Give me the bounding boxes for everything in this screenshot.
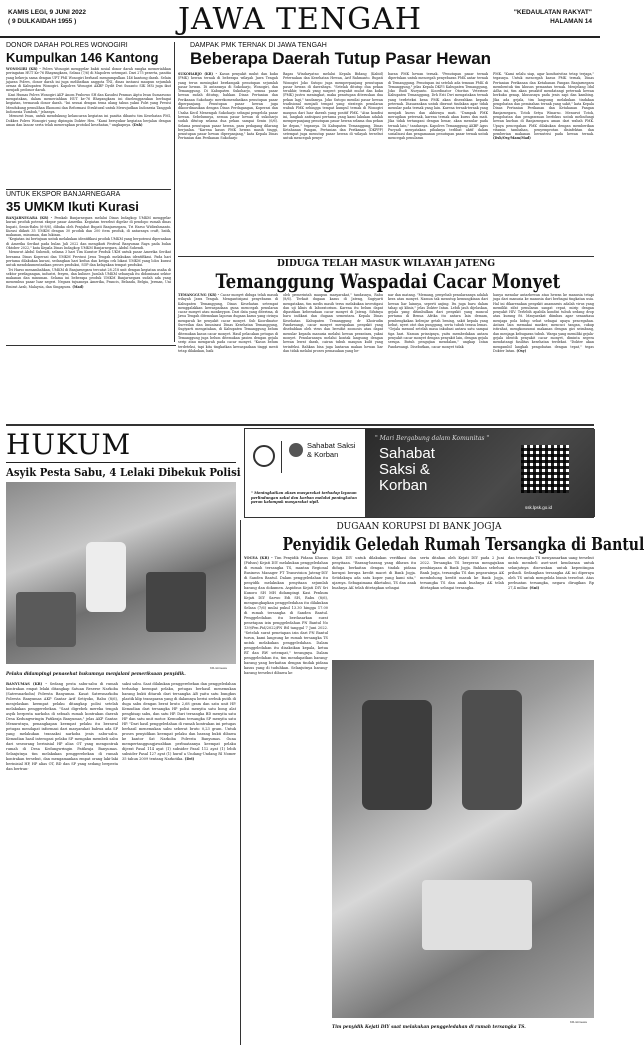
person-figure	[16, 592, 76, 647]
monkeypox-col-4: hanya menular antarhewan atau hewan ke manusia tetapi juga dari manusia ke manusia dari berbagai tingkatan usia. Hal ini dikarenakan penyakit anamnesis adalah virus yang memiliki sifat penularan sangat cepat, mirip dengan penyakit HIV. Terlebih apabila kondisi tubuh sedang drop atau kurang fit. Masyarakat diimbau agar senantiasa menjaga pola hidup sehat sebagai upaya pencegahan. Antara lain memakai masker, mencuci tangan, cukup istirahat, mengkonsumsi makanan dengan gizi seimbang, dan menjaga kebugaran tubuh. Warga yang memiliki gejala-gejala identik penyakit cacar monyet, diminta segera mendatangi fasilitas kesehatan terdekat. "Dokter akan mengambil langkah pengobatan dengan tepat," tegas Dokter Intan. (Osy)	[493, 293, 594, 353]
byline: (Dsh/Osy/Mam/Mad)	[493, 136, 531, 141]
kicker: DAMPAK PMK TERNAK DI JAWA TENGAH	[190, 42, 327, 49]
byline: (Dsh)	[132, 122, 143, 127]
korupsi-col-1: YOGYA (KR) - Tim Penyidik Pidana Khusus (Pidsus) Kejati DIY melakukan penggeledahan di rumah tersangka TS, mantan Regional Business Manager PT Transvision Jateng-DIY di Sanden Bantul. Dalam penggeledahan itu penyidik melakukan penyitaan sejumlah barang dan dokumen. Aspidsus Kejati DIY Sri Kunoro SH MH didampingi Kasi Penkum Kejati DIY Sarwo Edi SH, Rabu (8/6), mengungkapkan penggeledahan itu dilakukan Selasa (7/6) mulai pukul 13.30 hingga 17.00 di rumah tersangka di Sanden Bantul. Penggeledahan itu berdasarkan surat penetapan izin penggeledahan PN Bantul No 139/Pen.Pid/2022/PN Btl tanggal 7 Juni 2022. "Setelah surat penetapan izin dari PN Bantul turun, kami langsung ke rumah tersangka TS untuk melakukan penggeledahan. Dalam penggeledahan itu disaksikan kepala, ketua RT dan RW setempat," terangnya. Dalam penggeledahan itu, tim mendapatkan barang-barang yang berkaitan dengan tindak pidana kasus yang di tuduhkan. Selanjutnya barang-barang tersebut dibawa ke	[244, 556, 328, 675]
hijri-line: ( 9 DULKAIDAH 1955 )	[8, 18, 77, 25]
korupsi-col-2: Kejati DIY untuk dilakukan verifikasi dan penyitaan. "Barang-barang yang dibawa itu diduga berkaitan dengan tindak pidana korupsi berupa kredit macet di Bank Jogja. Setidaknya ada satu koper yang kami sita," ujarnya. Sebagaimana diketahui, TS dan anak buahnya AK telah ditetapkan sebagai	[332, 556, 416, 590]
pmk-col-3: baran PMK hewan ternak. "Penutupan pasar ternak dipertukan untuk mencegah penyebaran PMK antar ternak di Temanggung. Penutupan ini setelah ada temuan PMK di Temanggung," jelas Kepala DKP3 Kabupaten Temanggung, Joko Budi Nuryanto. Koordinator Otoritas Veteriner Kabupaten Temanggung, Drh Esti Dwi mengatakan ternak yang terdeteksi kena PMK akan diserahkan kepada peternak. Diasarankan untuk dirawat tindakan agar tidak menular pada ternak yang lain. Karena ternak-ternak yang menjadi kurus dan akhirnya mati. "Dampak PMK merugikan peternak, karena ternak akan kurus dan mati. Jika tidak tertangani dengan benar, akan menular pada ternak lain," tandasnya. Kapolres Temanggung AKBP Agus Puryadi menyatakan pihaknya terlibat aktif dalam sosialisasi dan pengamanan penutupan pasar ternak untuk mencegah penularan	[388, 72, 488, 141]
pmk-col-2: Bagas Windaryatno melalui Kepala Bidang (Kabid) Peternakan dan Kesehatan Hewan, Arif Rahmanto. Bupati Wonogiri Joko Sutopo juga memperpanjang penutupan pasar hewan di daerahnya. "Setelah ditutup dua pekan terakhir, ternak yang suspect penyakit mulut dan kuku (PMK) justru meningkat, maka penutupan diteruskan dua pekan lagi," tandasnya. Joko Sutopo menilai pasar hewan tradisional menjadi tempat yang strategis penularan wabah PMK sehingga tempat kumpul ternak di Wonogiri maupun dari luar daerah yang positif PMK. "Atas kondisi ini, langkah antisipasi pertama yang kami lakukan adalah memperpanjang penutupan pasar hewan selama dua pekan ke depan," tegasnya. Di Kabupaten Temanggung, Dinas Ketahanan Pangan, Pertanian dan Perikanan (DKPPP) setempat juga menutup pasar hewan di wilayah tersebut untuk mencegah penye-	[283, 72, 383, 141]
column-divider	[174, 42, 175, 342]
kicker: DONOR DARAH POLRES WONOGIRI	[6, 42, 128, 49]
hukum-photo	[6, 482, 236, 664]
monkeypox-col-2: oleh pemerintah maupun masyarakat," tandasnya, Rabu (8/6). Terkait dugaan kasus di Jateng, Sugiyarti mengatakan, tim medis masih terus melakukan investigasi dan uji klinis di laboratorium. Karena itu belum dapat dipastikan keberadaan cacar monyet di Jateng. Sifatnya baru indikasi dan dugaan sementara. Kepala Dinas Kesehatan Kabupaten Temanggung dr Khoirudin Pandawangi, cacar monyet merupakan penyakit yang disebabkan oleh virus dan bersifat zoonosis atau dapat menular kepada manusia melalui hewan perantara, yakni monyet. Penularannya melalui kontak langsung dengan hewan lewat darah, cairan tubuh maupun kulit yang terinfeksi. Bahkan bisa juga lantaran makan hewan liar dan tidak melalui proses pemasakan yang be-	[283, 293, 383, 353]
hukum-col-1: BANYUMAS (KR) - Sedang pesta sabu-sabu di rumah kontrakan empat lelaki ditangkap Satuan Reserse Narkoba (Satresnarkoba) Polresta Banyumas. Kasat Satresnarkoba Polresta Banyumas AKP Gantar Arif Setiyoko, Rabu (8/6), menjelaskan keempat pelaku ditangkap polisi setelah melakukan penggerebekan. "Saat digrebek mereka tengah asyik berpesta narkoba di sebuah rumah kontrakan daerah Desa Kedungwringin Patikraja Banyumas," jelas AKP Gantar. Menurutnya, penangkapan keempat pelaku itu berawal petugas mendapat informasi dari masyarakat bahwa ada SP yang melakukan transaksi narkoba jenis sabu-sabu. Kemudian hasil interogasi pelaku SP mengaku membeli sabu dari seseorang berinisial HP alias OT yang mengontrak rumah di Desa Kedungwringin Patikraja Banyumas. Selanjutnya tim melakukan penggerebekan di rumah kontrakan tersebut, dan mengamankan empat orang laki-laki berinisial HP, HP alias OT, BD dan SP yang sedang berpesta dan bertran-	[6, 682, 118, 771]
date-line: KAMIS LEGI, 9 JUNI 2022	[8, 9, 87, 16]
kicker: DIDUGA TELAH MASUK WILAYAH JATENG	[276, 259, 496, 269]
suitcase-figure	[422, 880, 532, 950]
lpsk-seal-icon	[253, 445, 275, 467]
headline: 35 UMKM Ikuti Kurasi	[6, 199, 139, 214]
article-monkeypox-header	[178, 259, 594, 291]
photo-caption: Tim penyidik Kejati DIY saat melakukan penggeledahan di rumah tersangka TS.	[332, 1025, 526, 1030]
paper-block	[514, 8, 592, 26]
article-pmk-header	[178, 42, 594, 72]
qr-code-icon[interactable]	[521, 445, 569, 493]
dateline: WONOGIRI (KR) -	[6, 67, 41, 71]
hukum-section	[6, 428, 241, 480]
divider	[6, 189, 171, 190]
korupsi-photo	[332, 660, 594, 1018]
headline: Temanggung Waspadai Cacar Monyet	[215, 269, 561, 293]
body: WONOGIRI (KR) - Polres Wonogiri menggelar bakti sosial donor darah rangka memeriahkan peringatan HUT Ke-76 Bhayangkara, Selasa (7/6) di Mapolres setempat. Dari 275 peserta, panitia yang bekerja sama dengan UPT PMI Wonogiri berhasil mengumpulkan 146 kantong darah. Selain jajaran Polres, donor darah ini juga melibatkan anggota TNI, dinas instansi maupun sejumlah ormas di Kabupaten Wonogiri. Kapolres Wonogiri AKBP Dydit Dwi Susanto SIK MSi juga ikut menjadi pedonor darah. Kasi Humas Polres Wonogiri AKP Anom Prabowo SH dan Kasubsi Penmas Aiptu Iwan Sumarsono mengatakan, dalam memeriahkan HUT ke-76 Bhayangkara ini diselenggarakan berbagai kegiatan, termasuk donor darah. "Ini sesuai dengan tema ulang tahun yakni Polri yang Presisi Mendukung pemulihan Ekonomi dan Reformasi Struktural untuk Mewujudkan Indonesia Tangguh Indonesia Tumbuh," jelasnya. Menurut Iwan, untuk mendukung kelancaran kegiatan ini panitia dibantu tim Kesehatan PMI, Dokkes Polres Wonogiri yang dipimpin Dokter Hen. "Kami bersyukur kegiatan berjalan dengan aman dan lancar serta telah menerapkan protokol kesehatan," ungkapnya. (Dsh)	[6, 67, 171, 127]
ad-url[interactable]: ssk.lpsk.go.id	[525, 505, 553, 510]
ad-banner	[365, 429, 595, 517]
photo-credit: KR-istimewa	[570, 1020, 587, 1024]
kicker: UNTUK EKSPOR BANJARNEGARA	[6, 191, 121, 198]
ad-big-title: Sahabat Saksi & Korban	[379, 445, 435, 494]
person-figure	[86, 542, 126, 612]
korupsi-col-4: dan tersangka TS menyamarkan uang tersebut untuk membeli aset-aset kendaraan untuk selanjutnya disewakan untuk kepentingan pribadi. Sedangkan tersangka AK ini diperaya oleh TS untuk mengelola bisnis tersebut. Atas perbuatan tersangka, negara dirugikan Rp 27,4 miliar. (Sni)	[508, 556, 594, 590]
photo-caption: Pelaku didampingi penasehat hukumnya menjalani pemeriksaan penyidik.	[6, 672, 186, 677]
photo-credit: KR-istimewa	[210, 666, 227, 670]
monkeypox-col-3: nar dan matang. "Memang, penyebab penularannya adalah kera atau monyet. Namun tak menutup kemungkinan dari hewan liar lainnya, seperti anjing. Itu juga baru dalam tahap uji klinis," jelas Dokter Intan. Lebih jauh dijelaskan, gejala yang ditimbulkan dari penyakit yang muncul pertama di Benua Afrika itu antara lain demam, pembengkakan kelenjar getah bening, sakit kepala yang hebat, nyeri otot dan punggung, serta tubuh terasa lemas. "Gejala menuul setelah masa inkubasi antara satu sampai tiga hari. Namun prinsipnya, yaitu membedakan antara penyakit cacar monyet dengan penyakit lain, dengan gejala serupa. Butuh pengujian mendalam," ungkap Intan Pandawangi. Disebutkan, cacar monyet tidak	[388, 293, 488, 349]
divider	[6, 345, 176, 346]
ad-note: " Meningkatkan akses masyarakat terhadap layanan perlindungan saksi dan korban melalui peningkatan peran kelompok masyarakat sipil.	[251, 491, 357, 504]
person-figure	[362, 700, 432, 810]
page-header	[0, 0, 600, 38]
divider	[178, 256, 594, 257]
person-figure	[146, 572, 206, 632]
byline: (Osy)	[516, 348, 527, 353]
masthead: JAWA TENGAH	[178, 2, 422, 37]
byline: (Dri)	[184, 757, 195, 761]
body: BANJARNEGARA (KR) - Pemkab Banjarnegara melalui Dinas Indagkop UMKM menggelar kurasi produk potensi ekspor pasar Amerika. Kegiatan tersebut digelar di pendopo rumah dinas bupati, Senin-Rabu (6-8/6), dibuka oleh Penjabat Bupati Banjarnegara, Tri Harso Widirahmanto. Kurasi diikuti 35 UMKM dengan 30 produk dan 200 item produk, di antaranya craft, batik, makanan, minuman, dan lukisan. "Kegiatan ini bertujuan untuk melakukan identifikasi produk UMKM yang berpotensi diperankan di Amerika Serikat pada bulan Juli 2022 dan mengikuti Festival Banyumas Raya pada bulan Oktober 2022," kata Kepala Dinas Indagkop UMKM Banjarnegara, Abdul Suhendi. Menurut Abdul Suhendi, selama 3 hari Tim Kurator Produk UKM untuk pasar Amerika Serikat bersama Dinas Koperasi dan UMKM Provinsi Jawa Tengah melakukan identifikasi. Pada hari pertama dilakukan kurasi, sedangkan hari kedua dan ketiga cek lokasi UMKM yang lolos kurasi untuk mendokumentasikan proses produksi, SOP dan kelayakan tempat produksi. Tri Harso menambahkan, UMKM di Banjarnegara tercatat 28.218 unit dengan kegiatan usaha di sektor perdagangan, industri, fesyen, dan kuliner. Jumlah UMKM sebanyak itu didominasi sektor makanan dan minuman. Selama ini beberapa produk UMKM Banjarnegara sudah ada yang menembus pasar luar negeri. Negara tujuannya Amerika, Prancis, Belanda, Belgia, Jerman, Uni Emirat Arab, Malaysia, dan Singapura. (Mad)	[6, 216, 171, 289]
article-umkm	[6, 191, 171, 343]
headline: Asyik Pesta Sabu, 4 Lelaki Dibekuk Polisi	[6, 466, 241, 479]
person-figure	[462, 690, 522, 810]
korupsi-col-3: serta ditahan oleh Kejati DIY pada 2 Juni 2022. Tersangka TS berperan mengajukan pembiayaan di Bank Jogja. Bahkan sebelum Bank Jogja, tersangka TS dan pegawainya AK membohong kredit masuk ke Bank Jogja, tersangka TS dan anak buahnya AK telah ditetapkan sebagai tersangka.	[420, 556, 504, 590]
byline: (Sni)	[529, 586, 540, 590]
hukum-col-2: saksi sabu. Saat dilakukan penggerebekan dan penggeledahan terhadap keempat pelaku, petugas berhasil menemukan barang bukti ditaruh dari tersangka AB yaitu satu bungkus plastik klip transparan yang di dalamnya berisi serbuk putih di duga sabu dengan berat bruto 2,68 gram dan satu unit HP. Kemudian dari tersangka HP polisi menyita satu bong alat penghisap sabu, dan satu HP. Dari tersangka BD menyita satu HP dan satu unit motor. Kemudian tersangka SP menyita satu HP. "Dari hasil penggeledahan di rumah kontrakan ini petugas berhasil menemukan sabu seberat bruto 0,23 gram. Untuk proses penyidikan keempat pelaku dan barang bukti dibawa ke kantor Sat Narkoba Polresta Banyumas. Guna mempertanggungjawabkan perbuatannya keempat pelaku dijerat Pasal 114 ayat (1) subsider Pasal 112 ayat (1) lebih subsider Pasal 127 ayat (1) huruf a Undang-Undang RI Nomer 35 tahun 2009 tentang Narkotika. (Dri)	[122, 682, 236, 761]
section-divider	[6, 424, 594, 426]
ad-title: Sahabat Saksi & Korban	[307, 441, 356, 459]
kicker: DUGAAN KORUPSI DI BANK JOGJA	[336, 522, 502, 532]
monkeypox-col-1: TEMANGGUNG (KR) - Cacar monyet diduga telah masuk wilayah Jawa Tengah. Mengantisipasi penyebaran di Kabupaten Temanggung, Dinas Kesehatan setempat menggalakkan kewaspadaan guna mencegah penularan cacar monyet atau monkeypox. Dari data yang diterima, di Jawa Tengah ditemukan laporan dugaan kasus yang cirinya mengarah ke penyakit cacar monyet. Sub Koordinator Surveilan dan Imunisasi Dinas Kesehatan Temanggung, Sugiyarti mengatakan, di Kabupaten Temanggung belum ditemukan kasus cacar monyet. Hasil pelacakan petugas di Temanggung juga belum ditemukan pasien dengan gejala serip atau mengarah pada cacar monyet. "Kasus belum terdeteksi, tapi kita tingkatkan kewaspadaan tinggi mesti tetap dilakukan, baik	[178, 293, 278, 353]
pmk-col-4: PMK. "Kami selalu siap, agar kondusivitas tetap terjaga," tegasnya. Untuk mencegah kasus PMK ternak, Dinas Pertanian Perikanan dan Ketahanan Pangan Banjarnegara membentuk tim khusus pemantau ternak. Menjelang Idul Adha ini, tim akan proaktif mendatangi peternak hewan berkuku genap, khususnya pada jenis sapi dan kambing. Jika ada gejala, tim langsung melakukan tindakan pengobatan dan pemisahan ternak yang sakit," kata Kepala Dinas Pertanian Perikanan dan Ketahanan Pangan Banjarnegara, Totok Setya Winarso. Menurut Totok, pengobatan dan pengawasan berfokus untuk melindungi hewan kurban di Banjarnegara aman dari wabah PMK. Upaya pencegahan PMK dilakukan dengan memberikan vitamin tambahan, penyemprotan disinfektan dan pemberian makanan bernutrisi pada hewan ternak. (Dsh/Osy/Mam/Mad)	[493, 72, 594, 141]
column-divider	[240, 520, 241, 1045]
paper-name: "KEDAULATAN RAKYAT"	[513, 9, 592, 16]
headline: Penyidik Geledah Rumah Tersangka di Bantul	[282, 534, 644, 555]
headline: Beberapa Daerah Tutup Pasar Hewan	[190, 49, 492, 68]
dateline: BANJARNEGARA (KR) -	[6, 216, 53, 220]
pmk-col-1: SUKOHARJO (KR) - Kasus penyakit mulut dan kuku (PMK) hewan ternak di beberapa wilayah Jawa Tengah yang terus meningkat berdampak penutupan sejumlah pasar hewan. Di antaranya di Sukoharjo, Wonogiri, dan Temanggung. Di Kabupaten Sukoharjo, semua pasar hewan sudah ditutup, bahkan Dinas Pertanian dan Perikanan Sukoharjo merekomendasikan penutupan pasar diperpanjang. Penutupan pasar hewan juga dikoordinasikan dengan Dinas Perdagangan, Koperasi dan Usaha Kecil Menengah Sukoharjo sebagai pengelola pasar hewan. Sebelumnya, semua pasar hewan di sukoharjo sudah ditutup selama dua pekan sampai Senin (6/6). Selama penutupan pasar hewan, para pedagang dilarang berjualan. "Karena kasus PMK hewan masih tinggi, penutupan pasar hewan diperpanjang," kata Kepala Dinas Pertanian dan Perikanan Sukoharjo	[178, 72, 279, 141]
byline: (Mad)	[72, 284, 84, 289]
people-icon	[289, 443, 303, 457]
article-donor-darah	[6, 42, 171, 187]
page-number: HALAMAN 14	[550, 18, 592, 25]
ad-tagline: " Mari Bergabung dalam Komunitas "	[375, 435, 490, 442]
ad-sahabat-saksi-korban	[244, 428, 594, 518]
date-block	[8, 8, 86, 26]
headline: Kumpulkan 146 Kantong	[6, 50, 159, 65]
section-title: HUKUM	[6, 428, 236, 463]
